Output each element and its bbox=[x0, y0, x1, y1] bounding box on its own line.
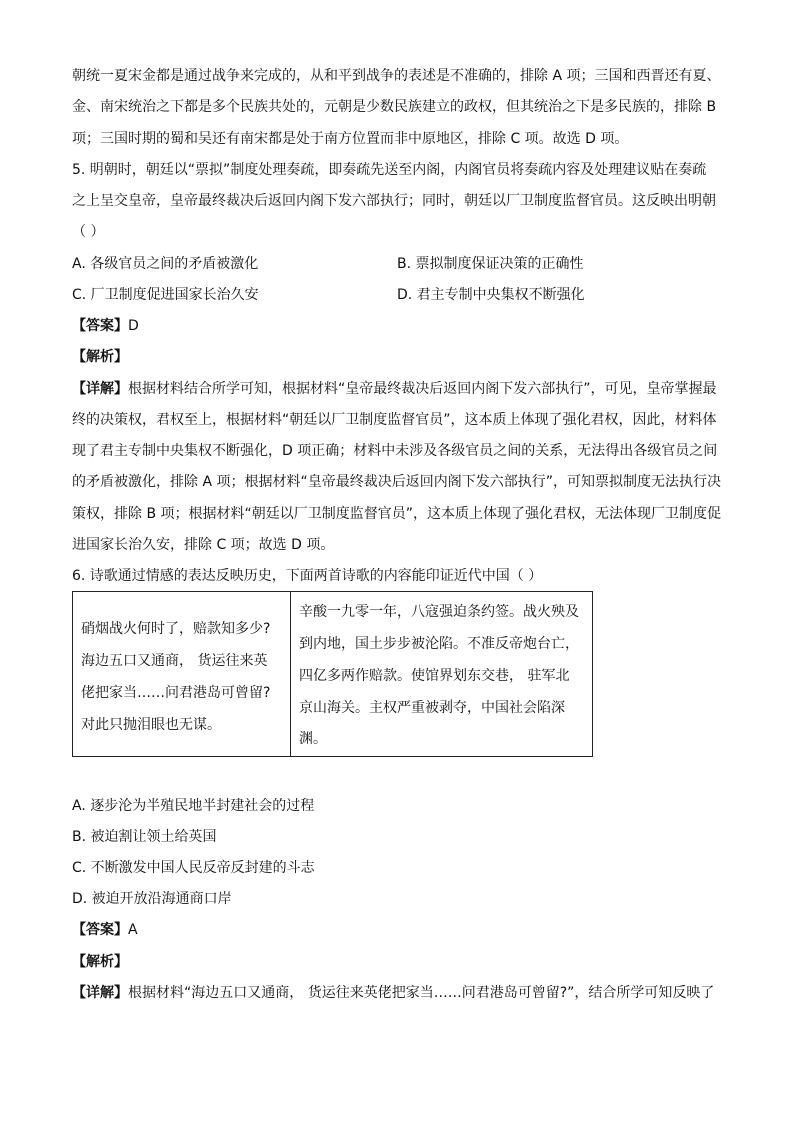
poem-line: 渊。 bbox=[299, 731, 327, 747]
question-6-stem: 6. 诗歌通过情感的表达反映历史，下面两首诗歌的内容能印证近代中国（ ） bbox=[72, 568, 543, 584]
q5-detail-line: 进国家长治久安，排除 C 项；故选 D 项。 bbox=[72, 537, 335, 553]
detail-label: 【详解】 bbox=[72, 381, 128, 397]
poem-right-cell bbox=[291, 592, 593, 757]
answer-value: D bbox=[128, 318, 139, 334]
question-5-blank: （ ） bbox=[72, 224, 105, 240]
q5-option-d: D. 君主专制中央集权不断强化 bbox=[397, 287, 585, 303]
poem-left-cell bbox=[73, 592, 291, 757]
answer-label: 【答案】 bbox=[72, 318, 128, 334]
q6-option-d: D. 被迫开放沿海通商口岸 bbox=[72, 891, 232, 907]
q5-detail-line: 的矛盾被激化，排除 A 项；根据材料“皇帝最终裁决后返回内阁下发六部执行”，可知票拟制度无法执行决 bbox=[72, 474, 721, 490]
poem-line: 四亿多两作赔款。使馆界划东交巷， 驻军北 bbox=[299, 668, 570, 684]
q5-analysis-heading bbox=[72, 347, 128, 367]
q5-option-b: B. 票拟制度保证决策的正确性 bbox=[397, 256, 584, 272]
poem-line: 到内地，国土步步被沦陷。不准反帝炮台亡， bbox=[299, 636, 579, 652]
poem-line: 海边五口又通商， 货运往来英 bbox=[81, 653, 268, 669]
q5-detail-line: 策权，排除 B 项；根据材料“朝廷以厂卫制度监督官员”，这本质上体现了强化君权，无法体现厂卫制度促 bbox=[72, 506, 722, 522]
answer-label: 【答案】 bbox=[72, 922, 128, 938]
analysis-label: 【解析】 bbox=[72, 349, 128, 365]
poem-table bbox=[72, 591, 593, 757]
question-5-stem: 5. 明朝时，朝廷以“票拟”制度处理奏疏，即奏疏先送至内阁，内阁官员将奏疏内容及处理建议贴在奏疏 bbox=[72, 162, 707, 178]
poem-line: 对此只抛泪眼也无谋。 bbox=[81, 717, 221, 733]
analysis-label: 【解析】 bbox=[72, 954, 128, 970]
q6-analysis-heading bbox=[72, 952, 128, 972]
q5-detail-line: 终的决策权，君权至上，根据材料“朝廷以厂卫制度监督官员”，这本质上体现了强化君权，因此，材料体 bbox=[72, 412, 717, 428]
q5-option-a: A. 各级官员之间的矛盾被激化 bbox=[72, 256, 259, 272]
poem-line: 辛酸一九零一年，八寇强迫条约签。战火殃及 bbox=[299, 604, 579, 620]
text-line: 金、南宋统治之下都是多个民族共处的，元朝是少数民族建立的政权，但其统治之下是多民族的，排除 B bbox=[72, 99, 717, 115]
q5-detail-line: 现了君主专制中央集权不断强化，D 项正确；材料中未涉及各级官员之间的关系，无法得出各级官员之间 bbox=[72, 443, 718, 459]
poem-line: 佬把家当……问君港岛可曾留? bbox=[81, 685, 271, 701]
poem-line: 硝烟战火何时了，赔款知多少? bbox=[81, 621, 271, 637]
q5-detail bbox=[72, 379, 717, 399]
q6-option-c: C. 不断激发中国人民反帝反封建的斗志 bbox=[72, 860, 315, 876]
q6-option-a: A. 逐步沦为半殖民地半封建社会的过程 bbox=[72, 798, 315, 814]
poem-line: 京山海关。主权严重被剥夺，中国社会陷深 bbox=[299, 700, 565, 716]
q6-option-b: B. 被迫割让领土给英国 bbox=[72, 829, 217, 845]
q5-option-c: C. 厂卫制度促进国家长治久安 bbox=[72, 287, 259, 303]
answer-value: A bbox=[128, 922, 138, 938]
detail-label: 【详解】 bbox=[72, 985, 128, 1001]
text-line: 朝统一夏宋金都是通过战争来完成的，从和平到战争的表述是不准确的，排除 A 项；三国和西晋还有夏、 bbox=[72, 68, 721, 84]
detail-text: 根据材料“海边五口又通商， 货运往来英佬把家当……问君港岛可曾留?”，结合所学可知反映了 bbox=[128, 985, 715, 1001]
q6-answer bbox=[72, 920, 138, 940]
detail-text: 根据材料结合所学可知，根据材料“皇帝最终裁决后返回内阁下发六部执行”，可见，皇帝掌握最 bbox=[128, 381, 717, 397]
q6-detail bbox=[72, 983, 714, 1003]
q5-answer bbox=[72, 316, 139, 336]
text-line: 项；三国时期的蜀和吴还有南宋都是处于南方位置而非中原地区，排除 C 项。故选 D 项。 bbox=[72, 131, 629, 147]
question-5-stem: 之上呈交皇帝，皇帝最终裁决后返回内阁下发六部执行；同时，朝廷以厂卫制度监督官员。这反映出明朝 bbox=[72, 193, 716, 209]
